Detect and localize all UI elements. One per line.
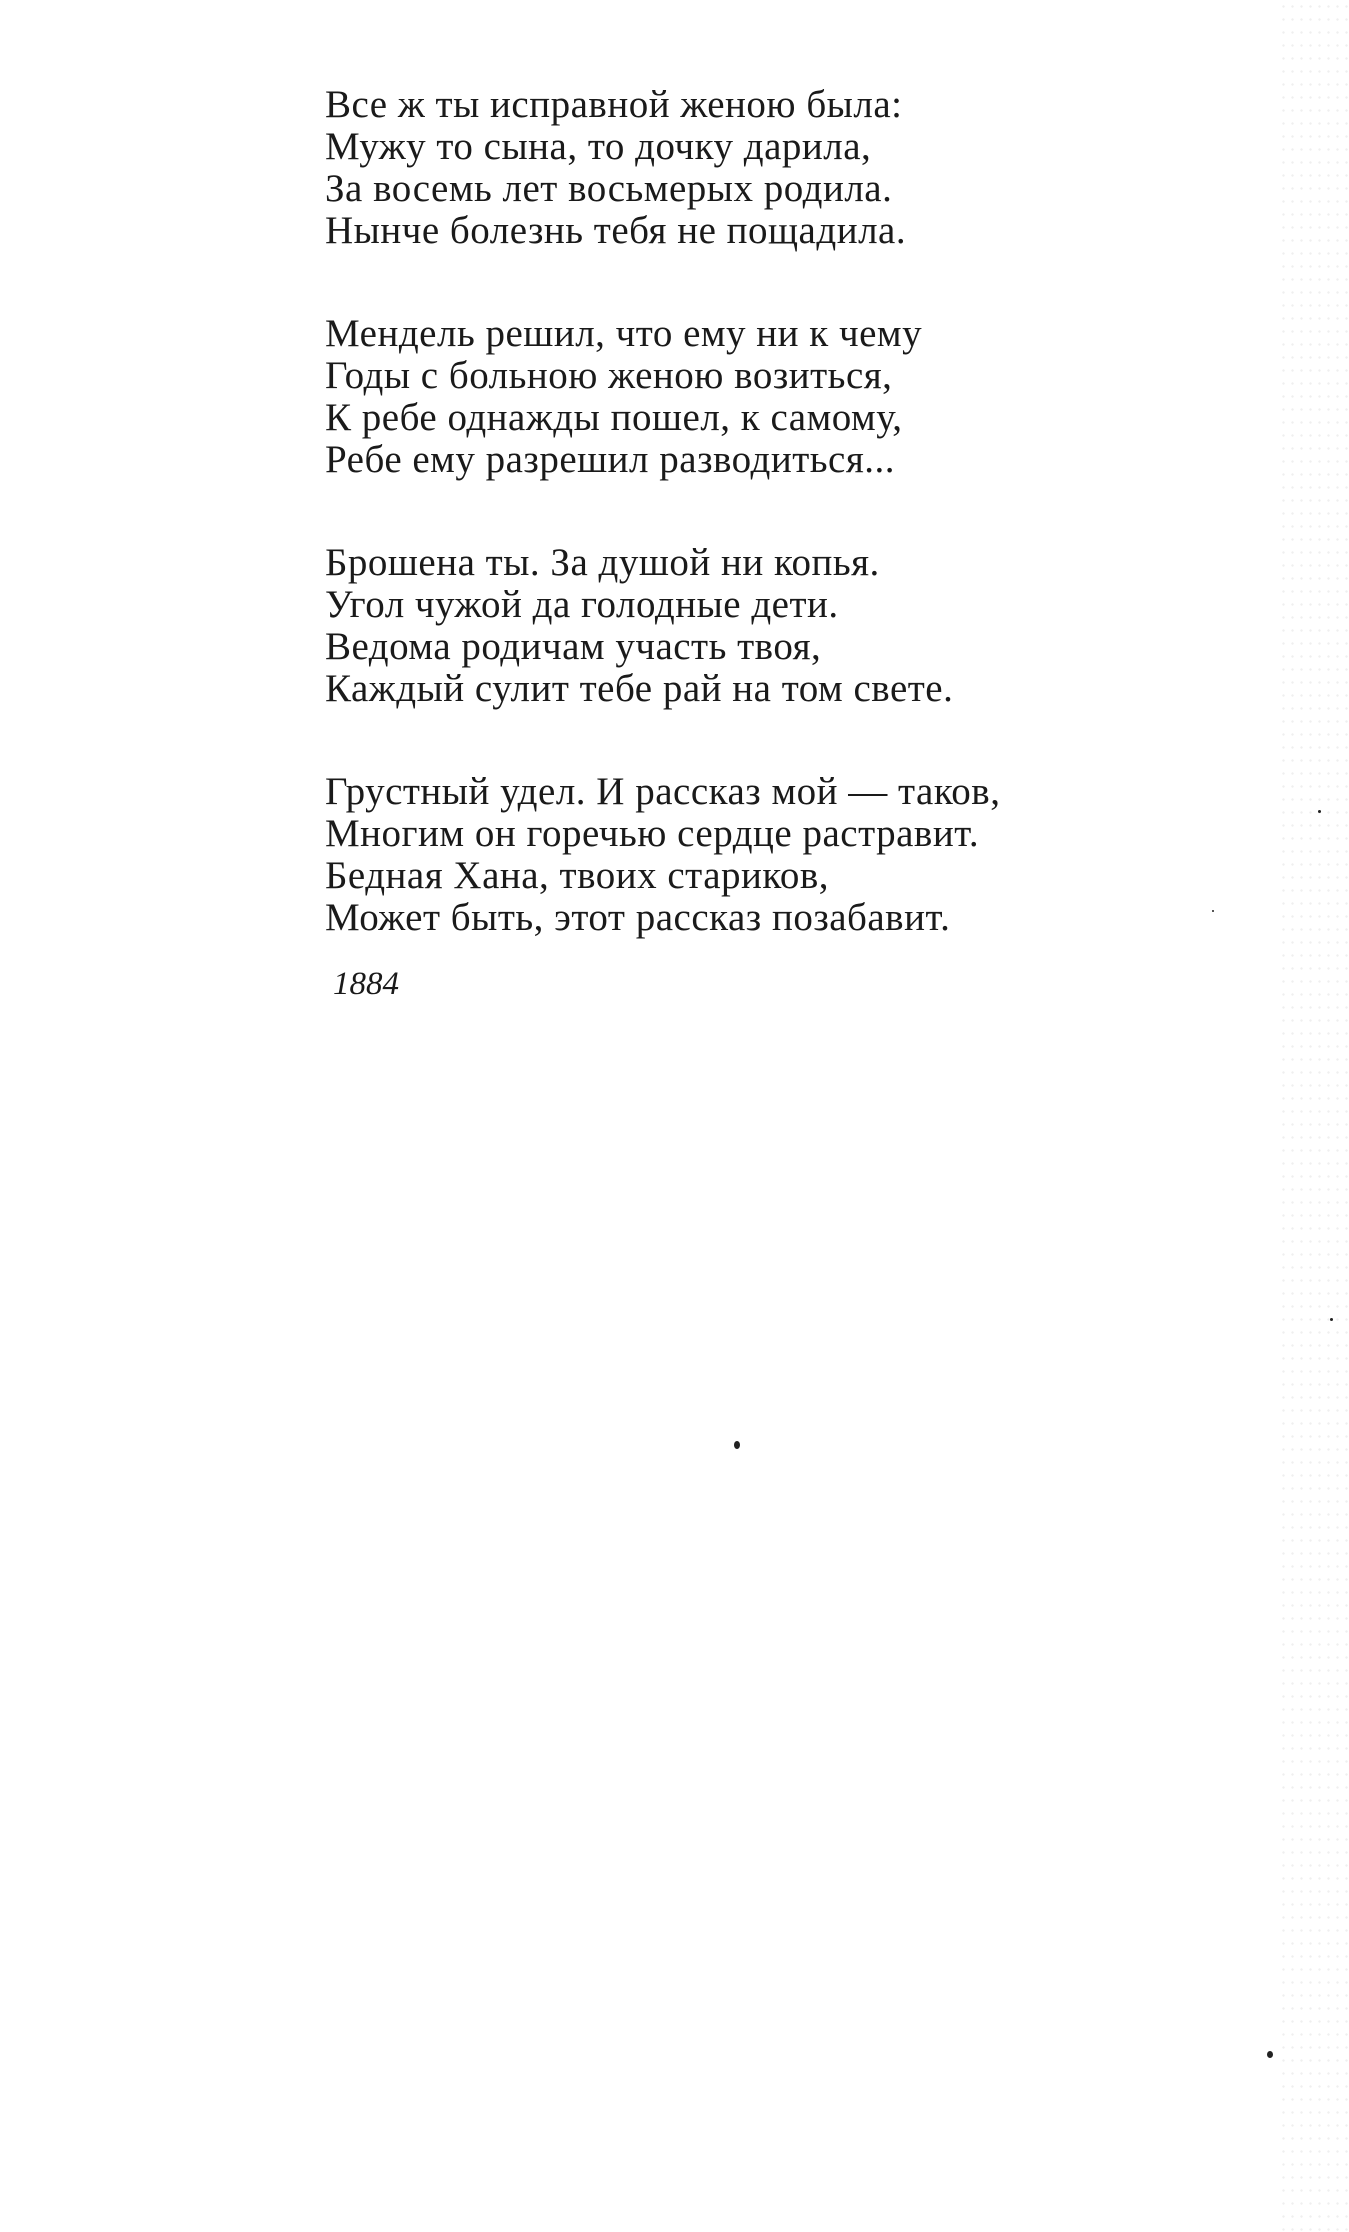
ink-speck [1318, 810, 1321, 813]
ink-speck [1330, 1318, 1333, 1321]
poem-line: Угол чужой да голодные дети. [325, 583, 839, 626]
poem-line: Все ж ты исправной женою была: [325, 83, 903, 126]
poem-line: Может быть, этот рассказ позабавит. [325, 896, 951, 939]
poem-line: Многим он горечью сердце растравит. [325, 812, 980, 855]
stanza-3 [325, 542, 1225, 710]
poem-line: Нынче болезнь тебя не пощадила. [325, 209, 907, 252]
poem [325, 84, 1225, 1000]
poem-line: Грустный удел. И рассказ мой — таков, [325, 770, 1001, 813]
stanza-2 [325, 313, 1225, 481]
poem-line: Мендель решил, что ему ни к чему [325, 312, 923, 355]
poem-line: Годы с больною женою возиться, [325, 354, 893, 397]
ink-speck [1212, 910, 1214, 912]
poem-line: Мужу то сына, то дочку дарила, [325, 125, 872, 168]
poem-date: 1884 [333, 966, 399, 1002]
poem-line: Бедная Хана, твоих стариков, [325, 854, 830, 897]
ink-speck [734, 1441, 740, 1449]
page-edge-noise [1279, 0, 1349, 2232]
poem-line: Ребе ему разрешил разводиться... [325, 438, 896, 481]
poem-line: Брошена ты. За душой ни копья. [325, 541, 880, 584]
poem-line: Каждый сулит тебе рай на том свете. [325, 667, 954, 710]
poem-line: К ребе однажды пошел, к самому, [325, 396, 903, 439]
stanza-4 [325, 771, 1225, 939]
ink-speck [1267, 2051, 1273, 2058]
stanza-1 [325, 84, 1225, 252]
poem-line: За восемь лет восьмерых родила. [325, 167, 893, 210]
poem-line: Ведома родичам участь твоя, [325, 625, 822, 668]
